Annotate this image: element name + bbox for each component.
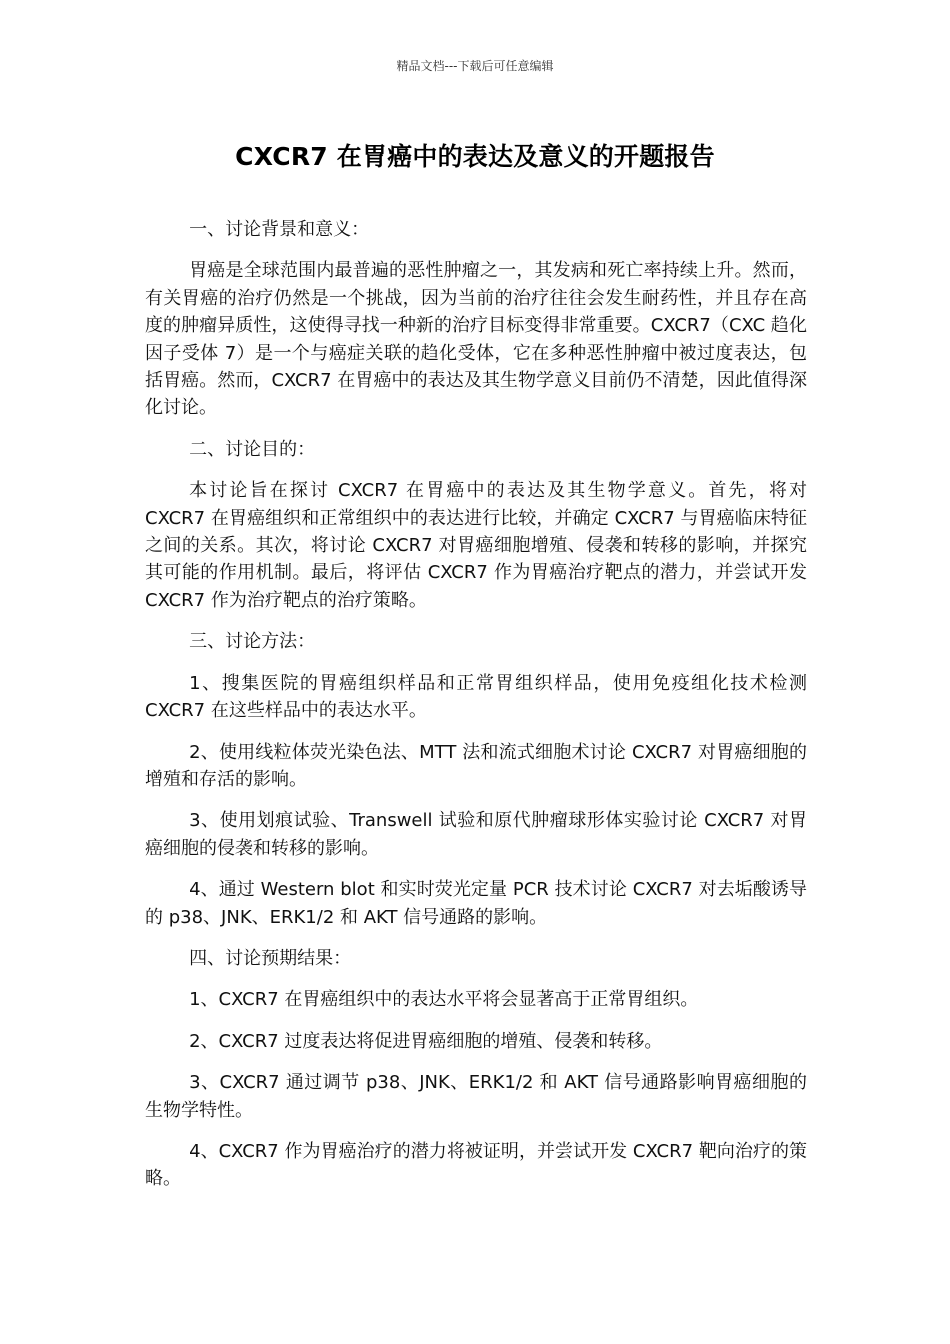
section-heading-methods: 三、讨论方法： (189, 631, 316, 653)
method-item-1: 1、搜集医院的胃癌组织样品和正常胃组织样品，使用免疫组化技术检测 CXCR7 在这些样品中的表达水平。 (145, 672, 807, 722)
paragraph-purpose: 本讨论旨在探讨 CXCR7 在胃癌中的表达及其生物学意义。首先，将对 CXCR7 在胃癌组织和正常组织中的表达进行比较，并确定 CXCR7 与胃癌临床特征之间的关系。其次，将讨论 CXCR7 对胃癌细胞增殖、侵袭和转移的影响，并探究其可能的作用机制。最后，将评估 CXCR7 作为胃癌治疗靶点的潜力，并尝试开发 CXCR7 作为治疗靶点的治疗策略。 (145, 480, 807, 611)
section-heading-purpose: 二、讨论目的： (189, 438, 316, 460)
method-item-4: 4、通过 Western blot 和实时荧光定量 PCR 技术讨论 CXCR7 对去垢酸诱导的 p38、JNK、ERK1/2 和 AKT 信号通路的影响。 (145, 879, 807, 928)
page-header-note: 精品文档---下载后可任意编辑 (396, 59, 554, 73)
section-heading-expected-results: 四、讨论预期结果： (189, 947, 352, 969)
section-heading-background: 一、讨论背景和意义： (189, 219, 370, 240)
result-item-1: 1、CXCR7 在胃癌组织中的表达水平将会显著高于正常胃组织。 (189, 989, 699, 1011)
paragraph-background: 胃癌是全球范围内最普遍的恶性肿瘤之一，其发病和死亡率持续上升。然而，有关胃癌的治疗仍然是一个挑战，因为当前的治疗往往会发生耐药性，并且存在高度的肿瘤异质性，这使得寻找一种新的治疗目标变得非常重要。CXCR7（CXC 趋化因子受体 7）是一个与癌症关联的趋化受体，它在多种恶性肿瘤中被过度表达，包括胃癌。然而，CXCR7 在胃癌中的表达及其生物学意义目前仍不清楚，因此值得深化讨论。 (145, 260, 807, 419)
method-item-3: 3、使用划痕试验、Transwell 试验和原代肿瘤球形体实验讨论 CXCR7 对胃癌细胞的侵袭和转移的影响。 (145, 810, 807, 859)
result-item-2: 2、CXCR7 过度表达将促进胃癌细胞的增殖、侵袭和转移。 (189, 1030, 663, 1052)
document-body (145, 216, 807, 1207)
result-item-4: 4、CXCR7 作为胃癌治疗的潜力将被证明，并尝试开发 CXCR7 靶向治疗的策略。 (145, 1140, 807, 1190)
method-item-2: 2、使用线粒体荧光染色法、MTT 法和流式细胞术讨论 CXCR7 对胃癌细胞的增殖和存活的影响。 (145, 741, 807, 790)
result-item-3: 3、CXCR7 通过调节 p38、JNK、ERK1/2 和 AKT 信号通路影响胃癌细胞的生物学特性。 (145, 1072, 807, 1121)
document-title: CXCR7 在胃癌中的表达及意义的开题报告 (235, 142, 715, 171)
